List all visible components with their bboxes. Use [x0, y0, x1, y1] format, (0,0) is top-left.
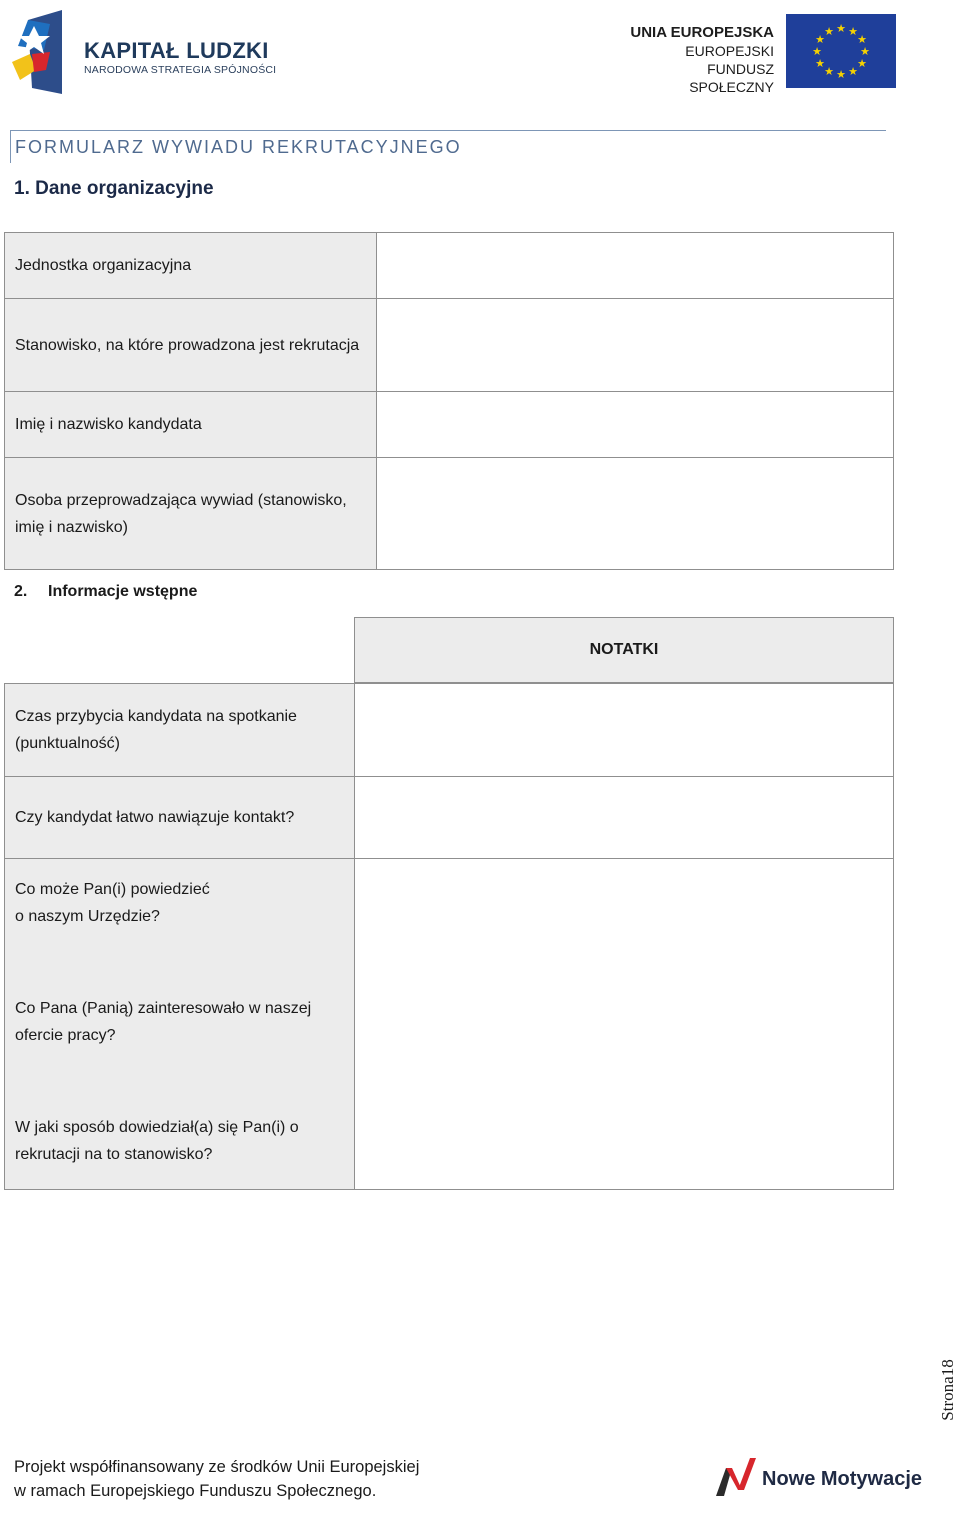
svg-text:★: ★ [848, 65, 858, 78]
footer-text [14, 1455, 419, 1503]
candidate-name-field[interactable] [377, 392, 894, 458]
nowe-motywacje-emblem-icon [712, 1456, 762, 1502]
kapital-ludzki-emblem-icon [10, 10, 72, 96]
organizational-data-table [4, 232, 894, 570]
contact-notes[interactable] [355, 777, 894, 859]
row-label-multi-questions [5, 859, 355, 1190]
form-title-box [10, 130, 886, 163]
nowe-motywacje-logo [710, 1452, 930, 1504]
svg-text:★: ★ [836, 22, 846, 35]
footer-line1: Projekt współfinansowany ze środków Unii Europejskiej [14, 1458, 420, 1476]
section2-number: 2. [14, 583, 28, 600]
svg-text:★: ★ [824, 25, 834, 38]
eu-logo [620, 14, 900, 95]
section2-heading [14, 583, 197, 601]
kapital-ludzki-logo [10, 10, 280, 96]
question-offer-interest: Co Pana (Panią) zainteresowało w naszej ofercie pracy? [15, 1000, 312, 1044]
svg-text:★: ★ [860, 45, 870, 58]
table-row [5, 684, 894, 777]
section2-title: Informacje wstępne [48, 583, 198, 600]
table-row [5, 859, 894, 1190]
eu-line2: EUROPEJSKI [685, 43, 774, 59]
eu-line3: FUNDUSZ SPOŁECZNY [689, 61, 774, 95]
kapital-ludzki-subtitle: NARODOWA STRATEGIA SPÓJNOŚCI [84, 64, 277, 76]
svg-text:★: ★ [857, 57, 867, 70]
interviewer-field[interactable] [377, 458, 894, 570]
eu-line1: UNIA EUROPEJSKA [630, 24, 774, 41]
table-row [5, 392, 894, 458]
svg-text:★: ★ [824, 65, 834, 78]
svg-text:★: ★ [836, 68, 846, 81]
arrival-time-notes[interactable] [355, 684, 894, 777]
question-how-found: W jaki sposób dowiedział(a) się Pan(i) o rekrutacji na to stanowisko? [15, 1119, 299, 1163]
row-label-arrival-time: Czas przybycia kandydata na spotkanie (punktualność) [5, 684, 355, 777]
table-row [5, 299, 894, 392]
position-field[interactable] [377, 299, 894, 392]
page-number-label: Strona18 [938, 1359, 957, 1421]
row-label-position: Stanowisko, na które prowadzona jest rekrutacja [5, 299, 377, 392]
eu-flag-icon [786, 14, 896, 88]
row-label-unit: Jednostka organizacyjna [5, 233, 377, 299]
svg-text:★: ★ [848, 25, 858, 38]
section1-heading: 1. Dane organizacyjne [14, 178, 214, 199]
eu-logo-text [620, 24, 774, 96]
nowe-motywacje-text: Nowe Motywacje [762, 1468, 923, 1490]
unit-field[interactable] [377, 233, 894, 299]
table-row [5, 777, 894, 859]
form-title: FORMULARZ WYWIADU REKRUTACYJNEGO [15, 137, 462, 157]
question-about-office: Co może Pan(i) powiedzieć o naszym Urzędzie? [15, 881, 210, 925]
svg-text:★: ★ [815, 57, 825, 70]
table-row [5, 233, 894, 299]
row-label-interviewer: Osoba przeprowadzająca wywiad (stanowisko, imię i nazwisko) [5, 458, 377, 570]
kapital-ludzki-title: KAPITAŁ LUDZKI [84, 38, 269, 63]
footer-line2: w ramach Europejskiego Funduszu Społecznego. [14, 1482, 377, 1500]
notes-header: NOTATKI [354, 617, 894, 683]
initial-information-table [4, 683, 894, 1190]
page-number [938, 1350, 958, 1430]
row-label-candidate-name: Imię i nazwisko kandydata [5, 392, 377, 458]
row-label-contact: Czy kandydat łatwo nawiązuje kontakt? [5, 777, 355, 859]
table-row [5, 458, 894, 570]
svg-text:★: ★ [812, 45, 822, 58]
multi-questions-notes[interactable] [355, 859, 894, 1190]
svg-text:★: ★ [815, 33, 825, 46]
svg-text:★: ★ [857, 33, 867, 46]
